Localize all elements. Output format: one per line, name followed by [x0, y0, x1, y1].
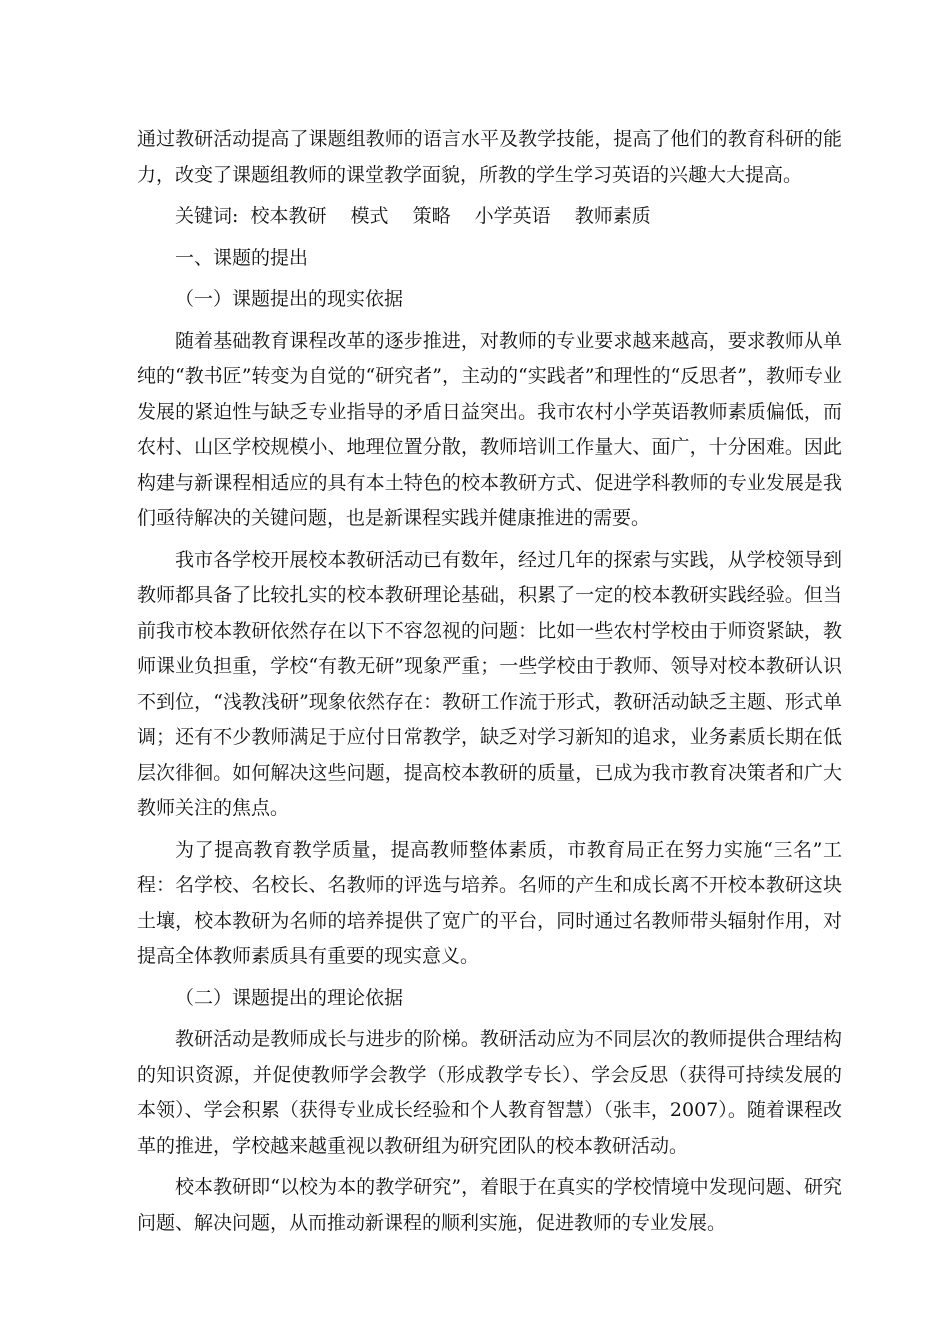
body-paragraph: 教研活动是教师成长与进步的阶梯。教研活动应为不同层次的教师提供合理结构的知识资源，并促使教师学会教学（形成教学专长）、学会反思（获得可持续发展的本领）、学会积累（获得专业成长经验和个人教育智慧）（张丰，2007）。随着课程改革的推进，学校越来越重视以教研组为研究团队的校本教研活动。	[137, 1028, 842, 1157]
keywords-label: 关键词:	[175, 205, 239, 227]
intro-paragraph: 通过教研活动提高了课题组教师的语言水平及教学技能，提高了他们的教育科研的能力，改变了课题组教师的课堂教学面貌，所教的学生学习英语的兴趣大大提高。	[137, 128, 842, 186]
body-paragraph: 校本教研即“以校为本的教学研究”，着眼于在真实的学校情境中发现问题、研究问题、解决问题，从而推动新课程的顺利实施，促进教师的专业发展。	[137, 1176, 842, 1234]
body-paragraph: 为了提高教育教学质量，提高教师整体素质，市教育局正在努力实施“三名”工程：名学校、名校长、名教师的评选与培养。名师的产生和成长离不开校本教研这块土壤，校本教研为名师的培养提供了宽广的平台，同时通过名教师带头辐射作用，对提高全体教师素质具有重要的现实意义。	[137, 838, 842, 967]
body-paragraph: 我市各学校开展校本教研活动已有数年，经过几年的探索与实践，从学校领导到教师都具备了比较扎实的校本教研理论基础，积累了一定的校本教研实践经验。但当前我市校本教研依然存在以下不容忽视的问题：比如一些农村学校由于师资紧缺，教师课业负担重，学校“有教无研”现象严重；一些学校由于教师、领导对校本教研认识不到位，“浅教浅研”现象依然存在：教研工作流于形式，教研活动缺乏主题、形式单调；还有不少教师满足于应付日常教学，缺乏对学习新知的追求，业务素质长期在低层次徘徊。如何解决这些问题，提高校本教研的质量，已成为我市教育决策者和广大教师关注的焦点。	[137, 548, 842, 819]
keyword: 模式	[350, 205, 389, 227]
keyword: 教师素质	[574, 205, 651, 227]
section-heading: 一、课题的提出	[175, 246, 309, 269]
document-body	[137, 122, 842, 1247]
keyword: 策略	[412, 205, 451, 227]
keyword: 小学英语	[474, 205, 551, 227]
body-paragraph: 随着基础教育课程改革的逐步推进，对教师的专业要求越来越高，要求教师从单纯的“教书匠”转变为自觉的“研究者”，主动的“实践者”和理性的“反思者”，教师专业发展的紧迫性与缺乏专业指导的矛盾日益突出。我市农村小学英语教师素质偏低，而农村、山区学校规模小、地理位置分散，教师培训工作量大、面广，十分困难。因此构建与新课程相适应的具有本土特色的校本教研方式、促进学科教师的专业发展是我们亟待解决的关键问题，也是新课程实践并健康推进的需要。	[137, 329, 842, 529]
subsection-heading: （一）课题提出的现实依据	[175, 288, 404, 310]
subsection-heading: （二）课题提出的理论依据	[175, 986, 404, 1009]
keyword: 校本教研	[250, 205, 327, 227]
keywords-line	[137, 199, 842, 235]
